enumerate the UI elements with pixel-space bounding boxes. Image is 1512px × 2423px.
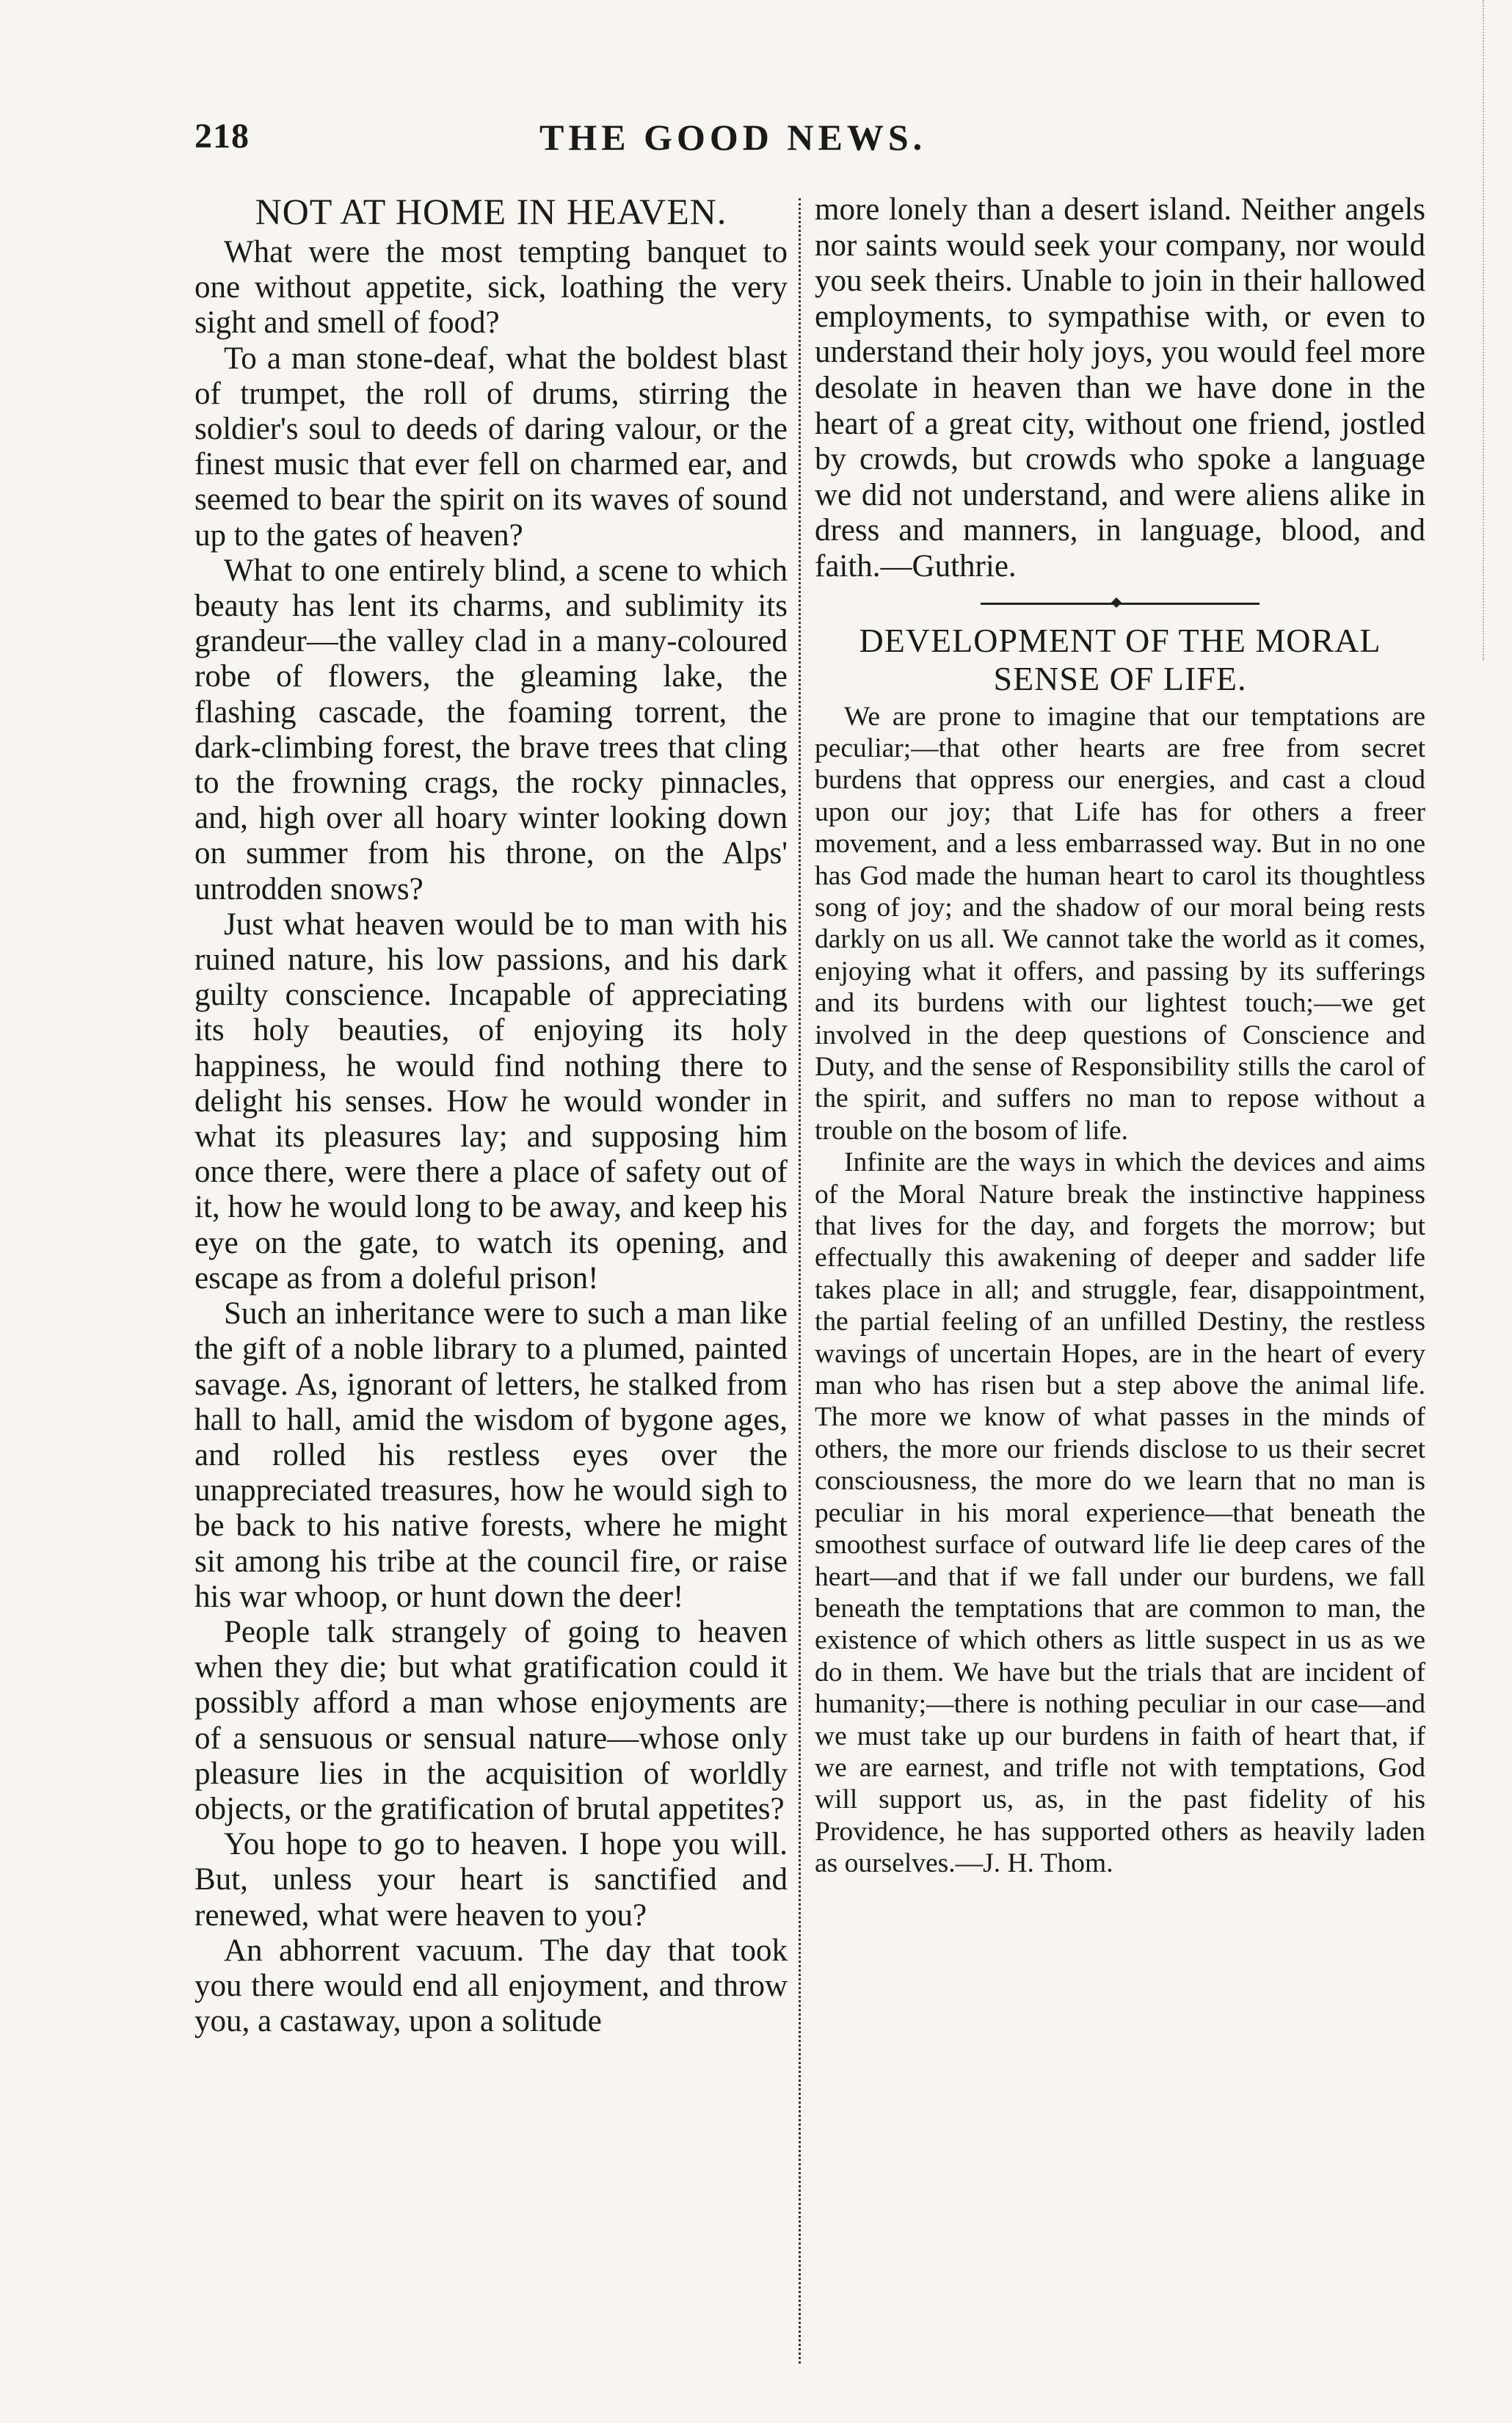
- article-paragraph: What to one entirely blind, a scene to which beauty has lent its charms, and sublimity its grandeur—the valley clad in a many-coloured robe of flowers, the gleaming lake, the flashing cascade, the foaming torrent, the dark-climbing forest, the brave trees that cling to the frowning crags, the rocky pinnacles, and, high over all hoary winter looking down on summer from his throne, on the Alps' untrodden snows?: [195, 553, 788, 907]
- diamond-ornament-icon: [1111, 597, 1122, 607]
- article-paragraph: To a man stone-deaf, what the boldest blast of trumpet, the roll of drums, stirring the soldier's soul to deeds of daring valour, or the finest music that ever fell on charmed ear, and seemed to bear the spirit on its waves of sound up to the gates of heaven?: [195, 341, 788, 553]
- article-paragraph: We are prone to imagine that our temptations are peculiar;—that other hearts are free from secret burdens that oppress our energies, and cast a cloud upon our joy; that Life has for others a freer movement, and a less embarrassed way. But in no one has God made the human heart to carol its thoughtless song of joy; and the shadow of our moral being rests darkly on us all. We cannot take the world as it comes, enjoying what it offers, and passing by its sufferings and its burdens with our lightest touch;—we get involved in the deep questions of Conscience and Duty, and the sense of Responsibility stills the carol of the spirit, and suffers no man to repose without a trouble on the bosom of life.: [815, 701, 1425, 1146]
- column-divider: [799, 198, 801, 2364]
- article-paragraph: Infinite are the ways in which the devices and aims of the Moral Nature break the instinctive happiness that lives for the day, and forgets the morrow; but effectually this awakening of deeper and sadder life takes place in all; and struggle, fear, disappointment, the partial feeling of an unfilled Destiny, the restless wavings of uncertain Hopes, are in the heart of every man who has risen but a step above the animal life. The more we know of what passes in the minds of others, the more our friends disclose to us their secret consciousness, the more do we learn that no man is peculiar in his moral experience—that beneath the smoothest surface of outward life lie deep cares of the heart—and that if we fall under our burdens, we fall beneath the temptations that are common to man, the existence of which others as little suspect in us as we do in them. We have but the trials that are incident of humanity;—there is nothing peculiar in our case—and we must take up our burdens in faith of heart that, if we are earnest, and trifle not with temptations, God will support us, as, in the past fidelity of his Providence, he has supported others as heavily laden as ourselves.—J. H. Thom.: [815, 1147, 1425, 1879]
- article-paragraph: An abhorrent vacuum. The day that took you there would end all enjoyment, and throw you, a castaway, upon a solitude: [195, 1933, 788, 2039]
- article-paragraph: You hope to go to heaven. I hope you will. But, unless your heart is sanctified and renewed, what were heaven to you?: [195, 1827, 788, 1933]
- page-number: 218: [195, 117, 250, 156]
- left-column: [195, 192, 788, 2039]
- page-edge-specks: [1483, 0, 1506, 661]
- article-title-not-at-home-in-heaven: NOT AT HOME IN HEAVEN.: [255, 191, 727, 232]
- article-paragraph: Just what heaven would be to man with his ruined nature, his low passions, and his dark guilty conscience. Incapable of appreciating its holy beauties, of enjoying its holy happiness, he would find nothing there to delight his senses. How he would wonder in what its pleasures lay; and supposing him once there, were there a place of safety out of it, how he would long to be away, and keep his eye on the gate, to watch its opening, and escape as from a doleful prison!: [195, 907, 788, 1296]
- journal-title: THE GOOD NEWS.: [539, 117, 927, 158]
- running-head: [195, 116, 1237, 167]
- article-paragraph: What were the most tempting banquet to one without appetite, sick, loathing the very sight and smell of food?: [195, 235, 788, 341]
- article-continuation: more lonely than a desert island. Neither angels nor saints would seek your company, nor would you seek theirs. Unable to join in their hallowed employments, to sympathise with, or even to understand their holy joys, you would feel more desolate in heaven than we have done in the heart of a great city, without one friend, jostled by crowds, but crowds who spoke a language we did not understand, and were aliens alike in dress and manners, in language, blood, and faith.—Guthrie.: [815, 192, 1425, 584]
- article-title-moral-sense: DEVELOPMENT OF THE MORAL SENSE OF LIFE.: [859, 621, 1381, 697]
- right-column: [815, 192, 1425, 1880]
- ornament-divider: [981, 598, 1260, 609]
- article-paragraph: Such an inheritance were to such a man like the gift of a noble library to a plumed, painted savage. As, ignorant of letters, he stalked from hall to hall, amid the wisdom of bygone ages, and rolled his restless eyes over the unappreciated treasures, how he would sigh to be back to his native forests, where he might sit among his tribe at the council fire, or raise his war whoop, or hunt down the deer!: [195, 1296, 788, 1614]
- article-paragraph: People talk strangely of going to heaven when they die; but what gratification could it possibly afford a man whose enjoyments are of a sensuous or sensual nature—whose only pleasure lies in the acquisition of worldly objects, or the gratification of brutal appetites?: [195, 1614, 788, 1826]
